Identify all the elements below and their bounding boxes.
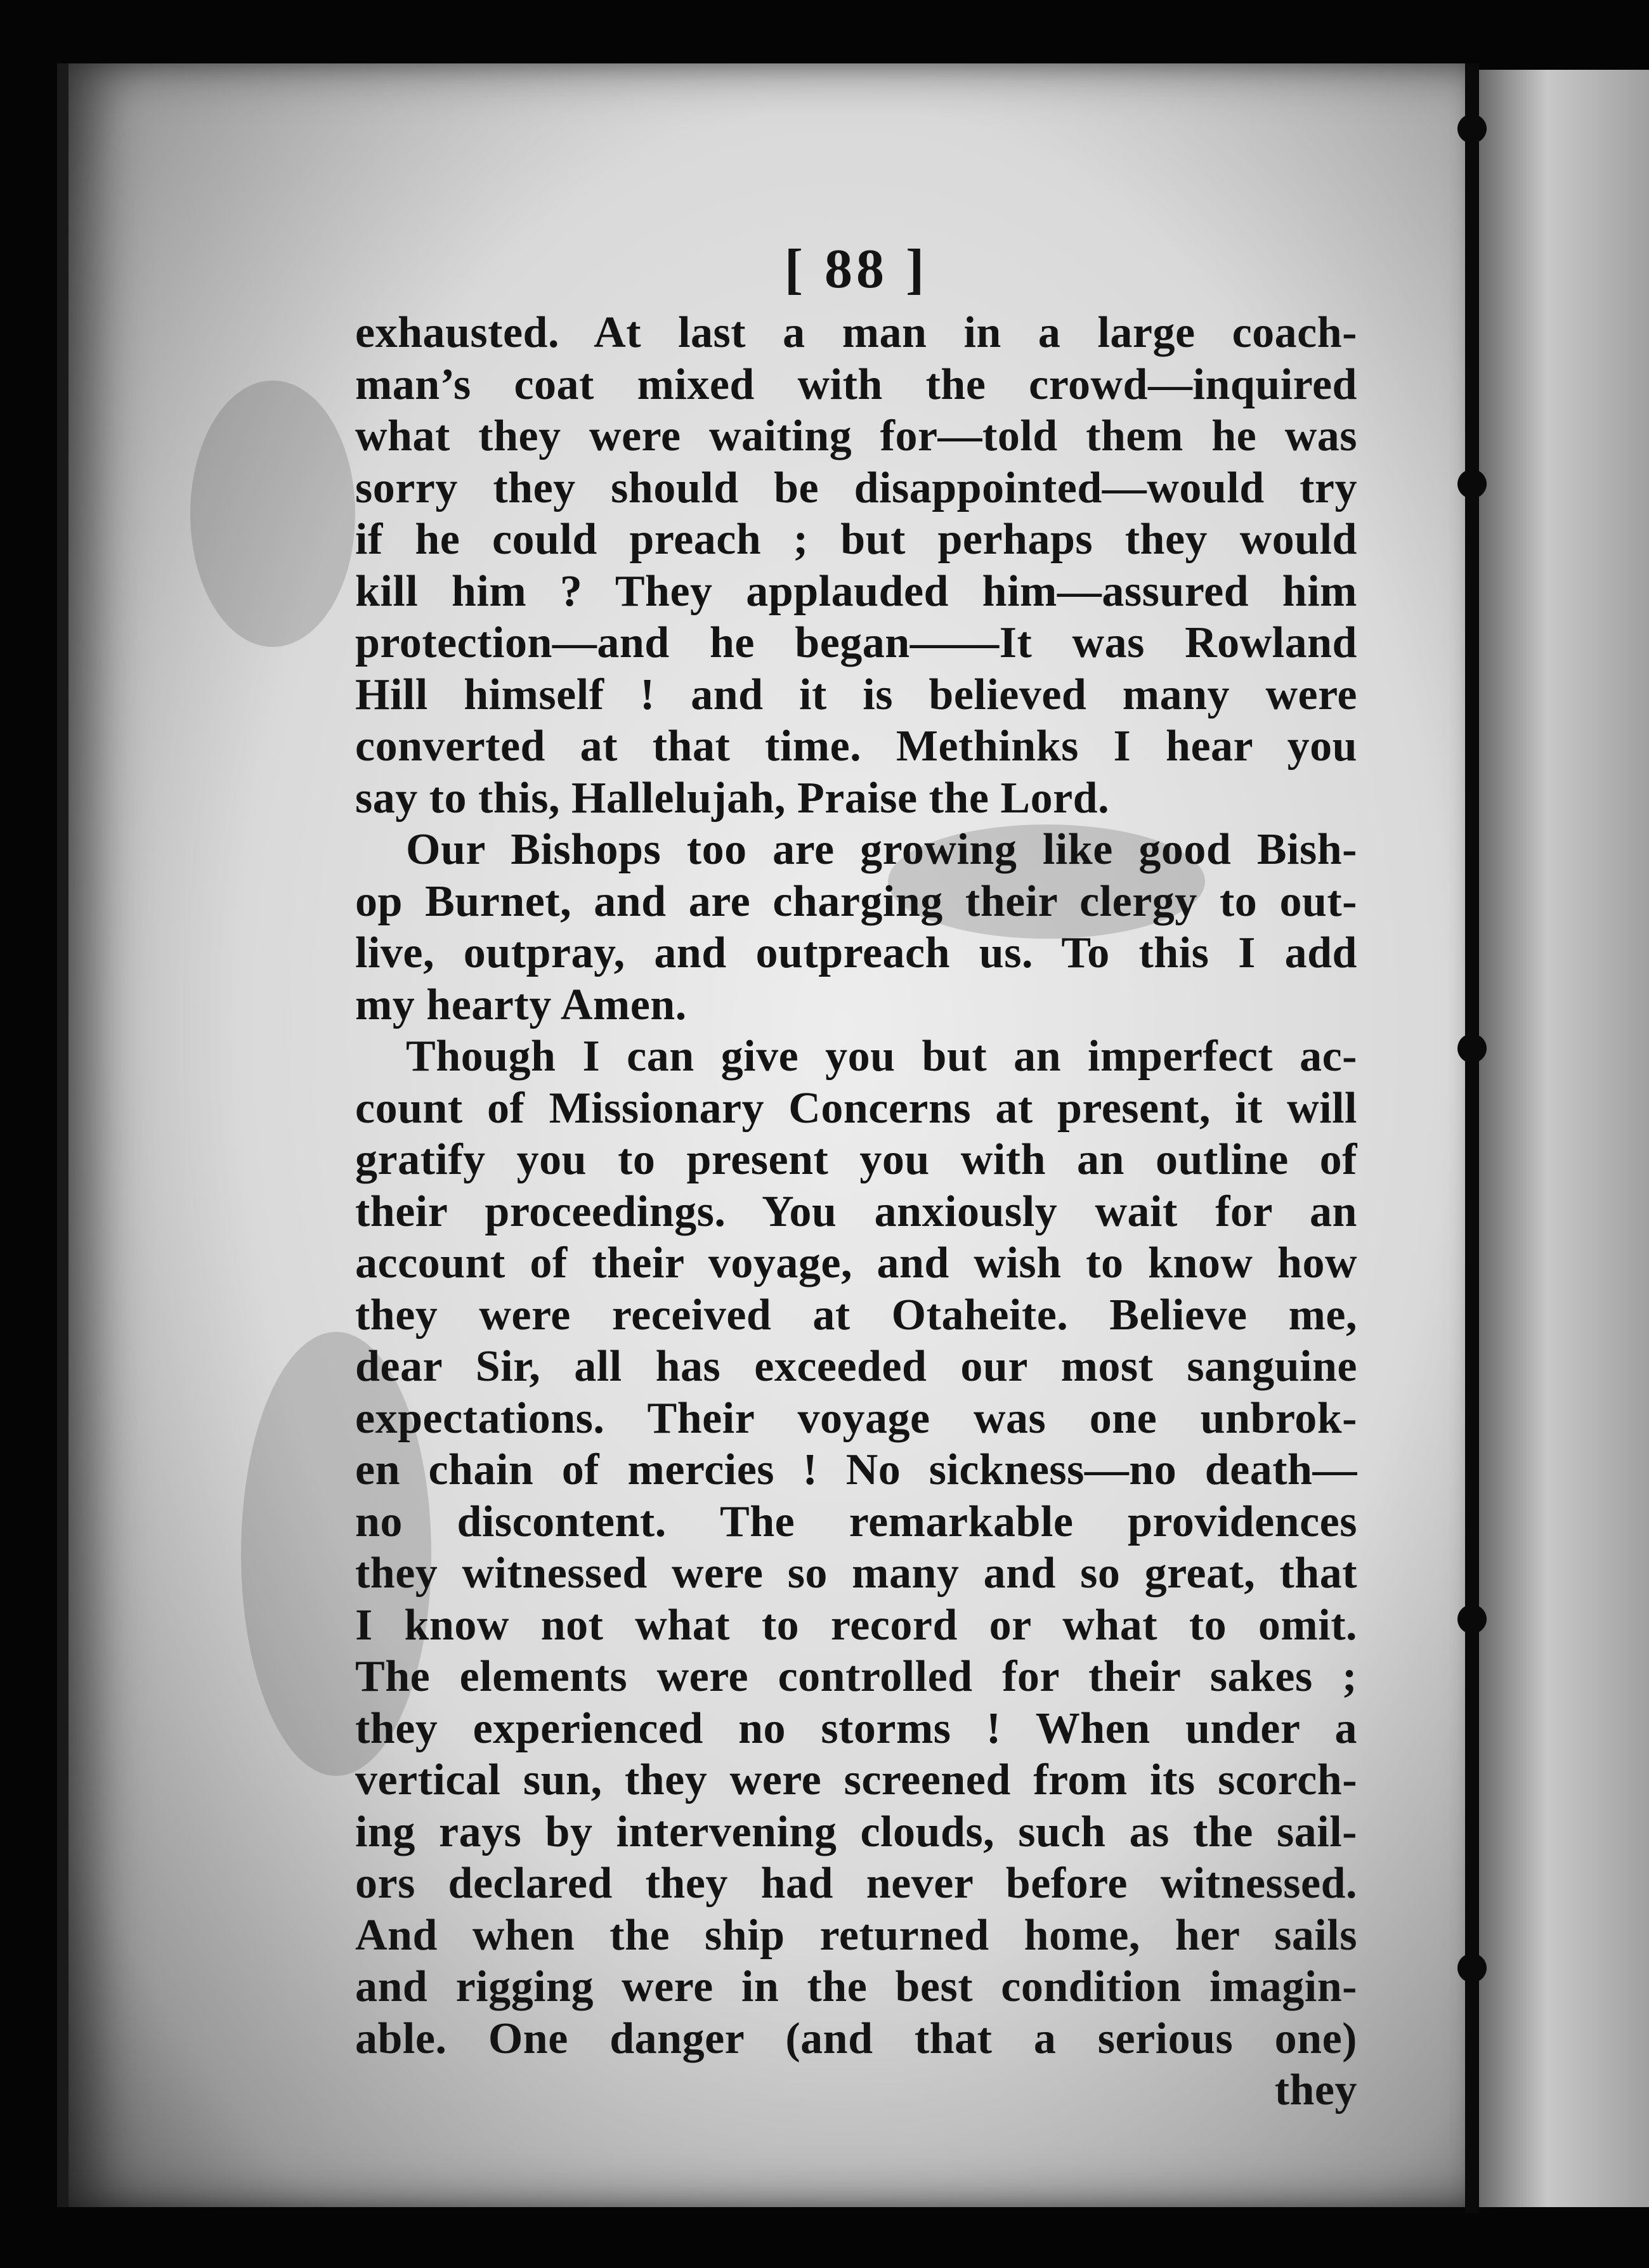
- text-line: vertical sun, they were screened from its scorch-: [355, 1756, 1357, 1804]
- text-line: ing rays by intervening clouds, such as the sail-: [355, 1807, 1357, 1856]
- text-line: kill him ? They applauded him—assured him: [355, 566, 1357, 616]
- text-line: they witnessed were so many and so great, that: [355, 1549, 1357, 1598]
- text-line: Our Bishops too are growing like good Bish-: [406, 825, 1357, 874]
- text-line: dear Sir, all has exceeded our most sanguine: [355, 1342, 1357, 1391]
- text-line: ors declared they had never before witnessed.: [355, 1859, 1357, 1908]
- text-line: their proceedings. You anxiously wait for an: [355, 1187, 1357, 1236]
- catchword: they: [1274, 2066, 1357, 2115]
- text-line: and rigging were in the best condition imagin-: [355, 1962, 1357, 2011]
- text-line: account of their voyage, and wish to know how: [355, 1239, 1357, 1287]
- text-line: sorry they should be disappointed—would try: [355, 463, 1357, 512]
- right-page-edge: [1479, 70, 1649, 2207]
- text-line: exhausted. At last a man in a large coach-: [355, 308, 1357, 357]
- text-line: if he could preach ; but perhaps they would: [355, 515, 1357, 564]
- binding-stitch: [1457, 1034, 1487, 1063]
- text-line: they were received at Otaheite. Believe me,: [355, 1290, 1357, 1339]
- text-line: converted at that time. Methinks I hear you: [355, 722, 1357, 771]
- text-line: count of Missionary Concerns at present, it will: [355, 1083, 1357, 1133]
- binding-stitch: [1457, 469, 1487, 499]
- text-line: op Burnet, and are charging their clergy to out-: [355, 877, 1357, 926]
- text-line: my hearty Amen.: [355, 980, 687, 1029]
- page-number: [ 88 ]: [784, 238, 929, 300]
- text-line: live, outpray, and outpreach us. To this I add: [355, 929, 1357, 977]
- book-gutter: [1465, 63, 1479, 2213]
- text-line: And when the ship returned home, her sails: [355, 1910, 1357, 1960]
- text-line: no discontent. The remarkable providences: [355, 1497, 1357, 1546]
- text-line: able. One danger (and that a serious one): [355, 2014, 1357, 2063]
- text-line: Though I can give you but an imperfect ac-: [406, 1032, 1357, 1081]
- text-line: Hill himself ! and it is believed many were: [355, 670, 1357, 719]
- text-line: man’s coat mixed with the crowd—inquired: [355, 360, 1357, 409]
- text-line: en chain of mercies ! No sickness—no death—: [355, 1445, 1357, 1494]
- text-line: say to this, Hallelujah, Praise the Lord.: [355, 773, 1110, 823]
- binding-stitch: [1457, 1605, 1487, 1634]
- text-line: expectations. Their voyage was one unbrok-: [355, 1393, 1357, 1443]
- page-stain: [190, 381, 355, 647]
- text-line: they experienced no storms ! When under a: [355, 1704, 1357, 1753]
- binding-stitch: [1457, 1953, 1487, 1983]
- text-line: The elements were controlled for their sakes ;: [355, 1652, 1357, 1701]
- text-line: gratify you to present you with an outline of: [355, 1135, 1357, 1184]
- text-line: I know not what to record or what to omit.: [355, 1600, 1357, 1650]
- text-line: what they were waiting for—told them he was: [355, 412, 1357, 460]
- binding-stitch: [1457, 114, 1487, 143]
- page-text-block: [355, 235, 1357, 2116]
- text-line: protection—and he began——It was Rowland: [355, 618, 1357, 667]
